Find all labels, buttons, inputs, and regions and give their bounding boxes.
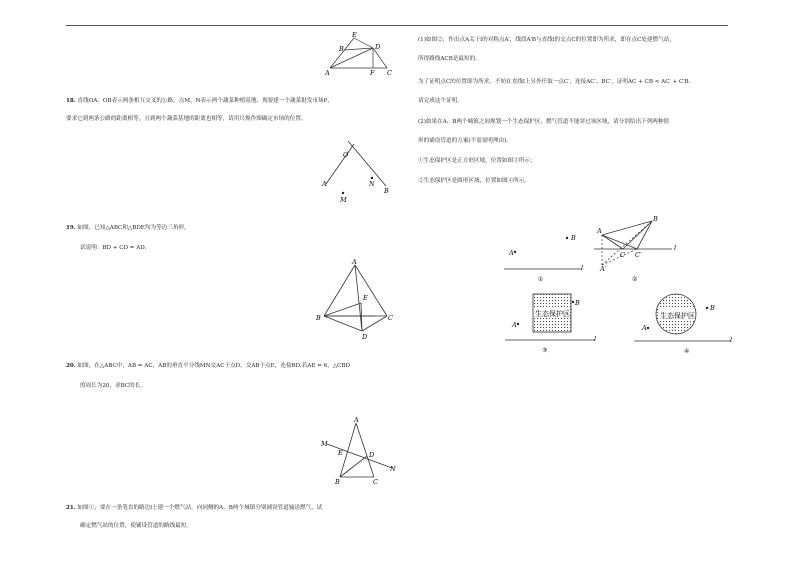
fig2-caption: ② [632,276,638,283]
label-m: M [321,440,328,448]
label-a: A [512,321,517,329]
label-b: B [571,234,576,242]
label-n: N [390,465,396,473]
line-l-label: l [730,336,733,344]
line-l-label: l [674,244,677,252]
right-p3-line1: (2)如果在A、B两个城镇之间规划一个生态保护区，燃气管道不能穿过该区域，请分别给出下列两种情 [418,119,670,125]
fig4-caption: ④ [684,348,690,355]
label-e: E [352,31,357,39]
q18-figure [320,138,400,208]
eco-zone-label: 生态保护区 [660,312,695,320]
label-e: E [363,294,368,302]
right-p2-line1: 为了证明点C的位置即为所求，不妨在直线l上另外任取一点C′，连接AC′、BC′，证明AC + CB < AC′ + C′B. [418,79,691,85]
label-a: A [325,69,330,77]
label-a: A [509,249,514,257]
q18-line1: 18. 直线OA，OB表示两条相互交叉的公路，点M，N表示两个蔬菜种植基地，现要建一个蔬菜批发市场P， [66,98,333,104]
label-c-prime: C′ [635,251,642,259]
label-f: F [370,69,375,77]
q19-line2: 试说明：BD + CD = AD. [80,245,147,251]
label-b: B [653,215,658,223]
label-n: N [369,180,375,188]
header-rule [66,25,728,26]
right-p1-line1: (1)如图②，作出点A关于l的对称点A′，线段A′B与直线l的交点C的位置即为所求，即在点C处建燃气站， [418,37,675,43]
q20-line2: 的周长为20，求BC的长。 [80,383,146,389]
figure-3 [500,290,600,360]
figure-1 [500,228,595,286]
label-b: B [339,45,344,53]
label-d: D [369,451,375,459]
label-d: D [375,43,381,51]
right-case2: ②生态保护区是圆形区域，位置如图④所示。 [418,178,530,184]
q19-figure [315,258,395,343]
right-case1: ①生态保护区是正方形区域，位置如图③所示； [418,158,536,164]
q21-line1: 21. 如图①，要在一条笔直的路边l上建一个燃气站，向同侧的A、B两个城镇分别铺设管道输送燃气，试 [66,505,323,511]
label-a-prime: A′ [600,265,607,273]
right-p2-line2: 请完成这个证明。 [418,98,463,104]
label-b: B [575,299,580,307]
eco-zone-label: 生态保护区 [535,310,570,318]
label-b: B [710,304,715,312]
label-m: M [340,196,347,204]
q18-line2: 要求它到两条公路的距离相等，且到两个蔬菜基地的距离也相等，请用尺规作图确定市场的位置。 [66,116,307,122]
label-b: B [384,187,389,195]
q20-line1: 20. 如图，在△ABC中，AB = AC，AB的垂直平分线MN交AC于点D，交AB于点E，连接BD.若AE = 6，△CBD [66,363,350,369]
label-d: D [362,333,368,341]
label-a: A [642,324,647,332]
q20-figure [318,413,403,488]
line-l-label: l [594,335,597,343]
right-p1-line2: 所得路线ACB是最短的。 [418,56,481,62]
line-l-label: l [581,264,584,272]
label-a: A [597,227,602,235]
label-a: A [322,180,327,188]
label-a: A [354,416,359,424]
label-c: C [388,314,393,322]
label-e: E [338,449,343,457]
fig3-caption: ③ [542,347,548,354]
q19-line1: 19. 如图，已知△ABC和△BDE均为等边三角形， [66,225,190,231]
top-triangle-figure [320,30,390,80]
fig1-caption: ① [538,276,544,283]
label-a: A [352,258,357,266]
label-c: C [620,251,625,259]
figure-4 [632,290,737,360]
label-c: C [373,478,378,486]
right-p3-line2: 形的铺设管道的方案(不需说明理由)。 [418,138,512,144]
q21-line2: 确定燃气站的位置，使铺设管道的路线最短。 [80,523,192,529]
label-o: O [343,151,349,159]
label-b: B [335,478,340,486]
label-b: B [316,314,321,322]
label-c: C [387,69,392,77]
figure-2 [592,213,682,288]
